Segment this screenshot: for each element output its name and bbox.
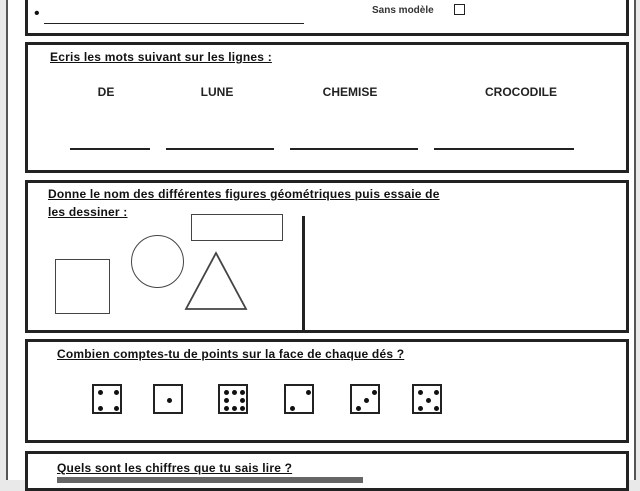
shapes-section [25, 180, 629, 333]
die-pip [372, 390, 377, 395]
writing-line-crocodile [434, 148, 574, 150]
die-pip [364, 398, 369, 403]
die-face [350, 384, 380, 414]
die-pip [290, 406, 295, 411]
words-section [25, 42, 629, 173]
numbers-section [25, 451, 629, 491]
die-face [284, 384, 314, 414]
die-face [412, 384, 442, 414]
die-pip [98, 390, 103, 395]
sans-modele-checkbox[interactable] [454, 4, 465, 15]
word-lune: LUNE [200, 85, 234, 99]
triangle-shape [183, 250, 249, 312]
die-pip [240, 390, 245, 395]
die-pip [232, 406, 237, 411]
die-pip [224, 398, 229, 403]
die-face [92, 384, 122, 414]
shapes-heading-line1: Donne le nom des différentes figures géométriques puis essaie de [48, 187, 440, 201]
die-face [153, 384, 183, 414]
bullet: • [34, 5, 40, 22]
top-box [25, 0, 629, 36]
square-shape [55, 259, 110, 314]
die-pip [98, 406, 103, 411]
numbers-heading-bar [57, 477, 363, 483]
die-pip [434, 390, 439, 395]
die-pip [306, 390, 311, 395]
die-pip [434, 406, 439, 411]
writing-line-lune [166, 148, 274, 150]
dice-heading: Combien comptes-tu de points sur la face de chaque dés ? [57, 347, 405, 361]
writing-line-chemise [290, 148, 418, 150]
dice-section [25, 339, 629, 443]
die-pip [232, 390, 237, 395]
die-pip [114, 406, 119, 411]
checkbox-label: Sans modèle [372, 5, 434, 16]
circle-shape [131, 235, 184, 288]
die-pip [356, 406, 361, 411]
die-pip [418, 406, 423, 411]
words-heading: Ecris les mots suivant sur les lignes : [50, 50, 272, 64]
die-pip [240, 406, 245, 411]
name-writing-line [44, 23, 304, 24]
writing-line-de [70, 148, 150, 150]
die-pip [224, 406, 229, 411]
die-pip [426, 398, 431, 403]
die-face [218, 384, 248, 414]
die-pip [224, 390, 229, 395]
die-pip [167, 398, 172, 403]
die-pip [114, 390, 119, 395]
die-pip [418, 390, 423, 395]
word-crocodile: CROCODILE [485, 85, 557, 99]
rectangle-shape [191, 214, 283, 241]
die-pip [240, 398, 245, 403]
word-de: DE [97, 85, 115, 99]
drawing-divider [302, 216, 305, 333]
numbers-heading: Quels sont les chiffres que tu sais lire ? [57, 461, 293, 475]
word-chemise: CHEMISE [322, 85, 378, 99]
worksheet-page [6, 0, 636, 480]
shapes-heading-line2: les dessiner : [48, 205, 128, 219]
